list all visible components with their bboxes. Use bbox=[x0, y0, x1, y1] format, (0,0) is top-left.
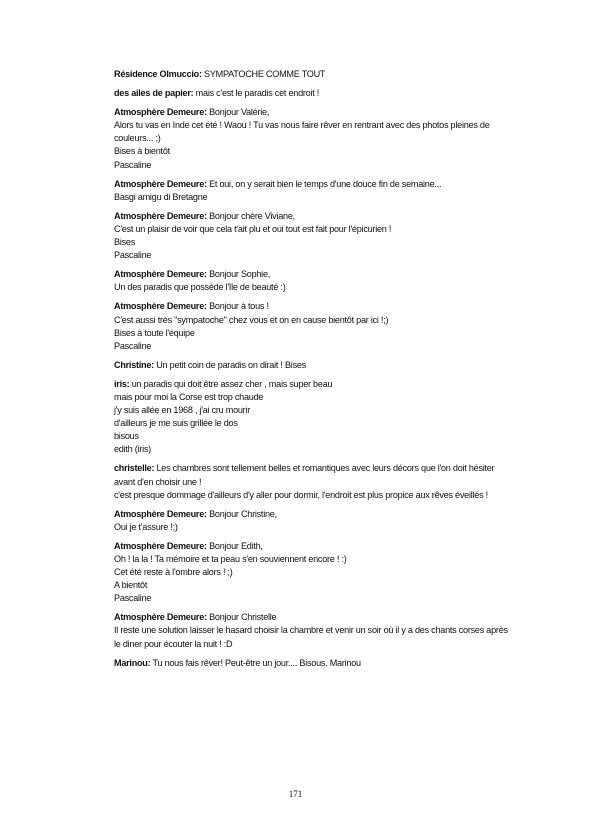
comment-text: un paradis qui doit être assez cher , mais super beau bbox=[129, 378, 333, 389]
comment-line bbox=[114, 462, 514, 488]
comment-line bbox=[114, 249, 514, 262]
comment-line bbox=[114, 87, 514, 100]
comment-author: Atmosphère Demeure: bbox=[114, 269, 207, 280]
comment-line bbox=[114, 404, 514, 417]
comment-text-line: bisous bbox=[114, 431, 139, 442]
comment-text-line: Pascaline bbox=[114, 159, 152, 170]
comment-line bbox=[114, 489, 514, 502]
comment-text-line: C'est aussi très "sympatoche" chez vous et on en cause bientôt par ici !;) bbox=[114, 314, 389, 325]
comment-line bbox=[114, 300, 514, 313]
comment-line bbox=[114, 159, 514, 172]
comment-line bbox=[114, 340, 514, 353]
comment-line bbox=[114, 592, 514, 605]
comment-text-line: A bientôt bbox=[114, 580, 148, 591]
comment-author: Atmosphère Demeure: bbox=[114, 508, 207, 519]
comment-line bbox=[114, 223, 514, 236]
comment-text: Les chambres sont tellement belles et romantiques avec leurs décors que l'on doit hésiter avant d'en choisir une ! bbox=[114, 463, 495, 487]
comment-text: Bonjour à tous ! bbox=[206, 301, 269, 312]
comment-line bbox=[114, 540, 514, 553]
comment bbox=[114, 359, 514, 372]
comment-text: Bonjour chère Viviane, bbox=[206, 210, 295, 221]
comment-author: christelle: bbox=[114, 463, 155, 474]
comment-list bbox=[114, 68, 514, 676]
comment bbox=[114, 540, 514, 605]
comment-text: Tu nous fais rêver! Peut-être un jour.... Bisous. Marinou bbox=[150, 657, 361, 668]
comment-text: Bonjour Sophie, bbox=[206, 269, 271, 280]
comment-author: Résidence Olmuccio: bbox=[114, 69, 202, 79]
comment-line bbox=[114, 178, 514, 191]
comment bbox=[114, 657, 514, 670]
comment-line bbox=[114, 430, 514, 443]
comment bbox=[114, 300, 514, 352]
comment-text-line: Bises à toute l'équipe bbox=[114, 327, 195, 338]
comment-line bbox=[114, 378, 514, 391]
comment-line bbox=[114, 145, 514, 158]
comment-line bbox=[114, 443, 514, 456]
comment-line bbox=[114, 417, 514, 430]
comment bbox=[114, 268, 514, 294]
comment-text: mais c'est le paradis cet endroit ! bbox=[193, 88, 320, 99]
comment-text-line: edith (iris) bbox=[114, 444, 151, 455]
comment-author: des ailes de papier: bbox=[114, 88, 194, 99]
comment bbox=[114, 178, 514, 204]
comment bbox=[114, 210, 514, 262]
comment-text: Bonjour Valérie, bbox=[206, 107, 270, 118]
comment-author: Christine: bbox=[114, 359, 154, 370]
comment-author: Atmosphère Demeure: bbox=[114, 301, 207, 312]
page-number: 171 bbox=[288, 789, 303, 799]
comment-line bbox=[114, 119, 514, 145]
comment-author: iris: bbox=[114, 378, 130, 389]
comment-line bbox=[114, 611, 514, 624]
comment-text-line: Bises bbox=[114, 237, 135, 248]
comment-line bbox=[114, 281, 514, 294]
comment bbox=[114, 106, 514, 171]
comment-text-line: Pascaline bbox=[114, 593, 152, 604]
comment-line bbox=[114, 106, 514, 119]
comment-text-line: Basgi amigu di Bretagne bbox=[114, 191, 208, 202]
comment-text: Et oui, on y serait bien le temps d'une douce fin de semaine... bbox=[206, 178, 442, 189]
comment-text-line: c'est presque dommage d'ailleurs d'y aller pour dormir, l'endroit est plus propice aux rêves éveillés ! bbox=[114, 489, 488, 500]
comment bbox=[114, 611, 514, 650]
comment-text-line: Il reste une solution laisser le hasard choisir la chambre et venir un soir où il y a des chants corses après le diner pour écouter la nuit ! :D bbox=[114, 625, 508, 649]
comment-text-line: Oui je t'assure !;) bbox=[114, 521, 178, 532]
comment-author: Atmosphère Demeure: bbox=[114, 612, 207, 623]
comment-text-line: C'est un plaisir de voir que cela t'ait plu et oui tout est fait pour l'épicurien ! bbox=[114, 223, 392, 234]
comment bbox=[114, 378, 514, 457]
comment-line bbox=[114, 508, 514, 521]
comment-line bbox=[114, 68, 514, 81]
comment-text-line: Oh ! la la ! Ta mémoire et ta peau s'en souviennent encore ! :) bbox=[114, 554, 347, 564]
comment-author: Atmosphère Demeure: bbox=[114, 540, 207, 551]
comment-text: Un petit coin de paradis on dirait ! Bises bbox=[153, 359, 306, 370]
comment-line bbox=[114, 327, 514, 340]
comment-author: Atmosphère Demeure: bbox=[114, 178, 207, 189]
comment-line bbox=[114, 521, 514, 534]
comment-line bbox=[114, 553, 514, 566]
comment-line bbox=[114, 210, 514, 223]
comment-text-line: j'y suis allée en 1968 , j'ai cru mourir bbox=[114, 405, 251, 416]
comment-text: Bonjour Christelle bbox=[206, 612, 277, 623]
comment-author: Marinou: bbox=[114, 657, 151, 668]
comment-text-line: Cet été reste à l'ombre alors ! ;) bbox=[114, 567, 233, 578]
comment bbox=[114, 462, 514, 501]
comment bbox=[114, 87, 514, 100]
comment-line bbox=[114, 579, 514, 592]
comment-text: SYMPATOCHE COMME TOUT bbox=[201, 69, 326, 79]
comment-text-line: mais pour moi la Corse est trop chaude bbox=[114, 391, 264, 402]
comment-text-line: Bises à bientôt bbox=[114, 146, 170, 157]
comment-text: Bonjour Christine, bbox=[206, 508, 277, 519]
comment bbox=[114, 508, 514, 534]
comment-line bbox=[114, 566, 514, 579]
comment bbox=[114, 68, 514, 81]
comment-text-line: Un des paradis que possède l'île de beauté :) bbox=[114, 282, 286, 293]
comment-text-line: Pascaline bbox=[114, 340, 152, 351]
comment-line bbox=[114, 236, 514, 249]
comment-text: Bonjour Edith, bbox=[206, 540, 263, 551]
comment-line bbox=[114, 657, 514, 670]
comment-line bbox=[114, 191, 514, 204]
comment-line bbox=[114, 624, 514, 650]
comment-line bbox=[114, 391, 514, 404]
comment-text-line: Pascaline bbox=[114, 250, 152, 261]
comment-author: Atmosphère Demeure: bbox=[114, 107, 207, 118]
comment-author: Atmosphère Demeure: bbox=[114, 210, 207, 221]
comment-line bbox=[114, 314, 514, 327]
comment-line bbox=[114, 268, 514, 281]
comment-text-line: d'ailleurs je me suis grillée le dos bbox=[114, 418, 238, 429]
comment-line bbox=[114, 359, 514, 372]
comment-text-line: Alors tu vas en Inde cet été ! Waou ! Tu vas nous faire rêver en rentrant avec des photos pleines de couleurs... ;) bbox=[114, 120, 490, 144]
